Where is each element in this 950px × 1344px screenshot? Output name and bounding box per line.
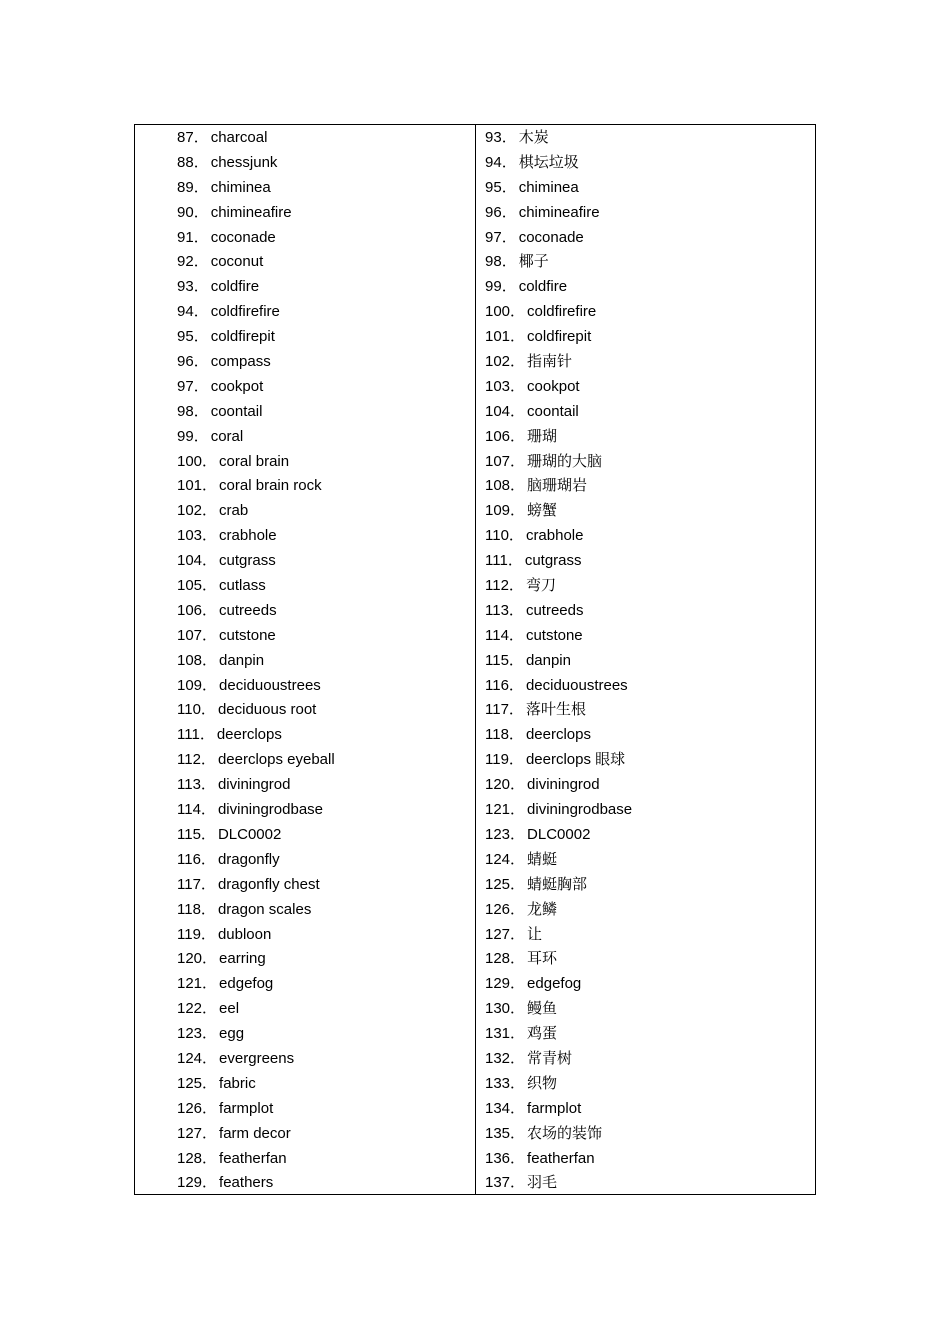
- chinese-list-item: [476, 624, 815, 649]
- item-term: edgefog: [219, 975, 274, 993]
- english-column: [135, 125, 476, 1194]
- item-term: chimineafire: [518, 203, 600, 221]
- item-number: 112 ．: [485, 574, 524, 599]
- item-term: coral brain rock: [219, 477, 322, 495]
- chinese-list-item: [476, 997, 815, 1022]
- item-number: 115 ．: [177, 823, 216, 848]
- chinese-list-item: [476, 923, 815, 948]
- chinese-list-item: [476, 275, 815, 300]
- chinese-list-item: [476, 947, 815, 972]
- item-number: 97 ．: [177, 375, 209, 400]
- english-list-item: [135, 499, 475, 524]
- item-number: 124 ．: [485, 848, 525, 873]
- item-number: 105 ．: [177, 574, 217, 599]
- item-term: dragonfly chest: [217, 875, 320, 893]
- english-list-item: [135, 350, 475, 375]
- item-number: 98 ．: [177, 400, 209, 425]
- item-number: 93 ．: [177, 275, 209, 300]
- item-term: chimineafire: [210, 203, 292, 221]
- item-term: deerclops eyeball: [217, 751, 335, 769]
- english-list-item: [135, 300, 475, 325]
- english-list-item: [135, 126, 475, 151]
- item-number: 107 ．: [177, 624, 217, 649]
- item-number: 129 ．: [485, 972, 525, 997]
- chinese-list-item: [476, 599, 815, 624]
- item-term: 椰子: [518, 253, 549, 271]
- item-term: cutstone: [219, 626, 276, 644]
- chinese-list-item: [476, 773, 815, 798]
- chinese-list-item: [476, 1022, 815, 1047]
- chinese-list-item: [476, 400, 815, 425]
- item-term: coral: [210, 427, 244, 445]
- item-number: 95 ．: [177, 325, 209, 350]
- chinese-list-item: [476, 698, 815, 723]
- item-term: diviningrod: [527, 776, 600, 794]
- english-list-item: [135, 624, 475, 649]
- item-term: DLC0002: [217, 825, 282, 843]
- item-term: 常青树: [527, 1049, 573, 1067]
- item-number: 127 ．: [485, 923, 525, 948]
- item-number: 137 ．: [485, 1171, 525, 1196]
- item-term: fabric: [219, 1074, 256, 1092]
- item-term: coldfire: [210, 278, 260, 296]
- item-term: coldfirepit: [210, 328, 275, 346]
- item-term: danpin: [219, 651, 265, 669]
- chinese-list-item: [476, 748, 815, 773]
- chinese-list-item: [476, 474, 815, 499]
- item-number: 120 ．: [485, 773, 525, 798]
- item-number: 134 ．: [485, 1097, 525, 1122]
- chinese-list-item: [476, 898, 815, 923]
- english-list-item: [135, 325, 475, 350]
- english-list-item: [135, 250, 475, 275]
- item-term: dragonfly: [217, 850, 280, 868]
- item-term: 脑珊瑚岩: [527, 477, 588, 495]
- item-number: 99 ．: [177, 425, 209, 450]
- chinese-list-item: [476, 350, 815, 375]
- item-number: 102 ．: [177, 499, 217, 524]
- chinese-list-item: [476, 375, 815, 400]
- item-number: 133 ．: [485, 1072, 525, 1097]
- english-list-item: [135, 1022, 475, 1047]
- item-term: 让: [527, 925, 543, 943]
- item-number: 112 ．: [177, 748, 216, 773]
- item-number: 106 ．: [177, 599, 217, 624]
- item-term: coldfirefire: [210, 303, 280, 321]
- item-number: 115 ．: [485, 649, 524, 674]
- item-number: 114 ．: [177, 798, 216, 823]
- english-list-item: [135, 599, 475, 624]
- item-number: 107 ．: [485, 450, 525, 475]
- item-term: cookpot: [210, 377, 264, 395]
- item-number: 96 ．: [485, 201, 517, 226]
- item-term: diviningrodbase: [217, 801, 324, 819]
- item-number: 103 ．: [485, 375, 525, 400]
- english-list-item: [135, 823, 475, 848]
- english-list-item: [135, 1147, 475, 1172]
- item-term: compass: [210, 353, 271, 371]
- item-term: 落叶生根: [525, 701, 586, 719]
- item-number: 104 ．: [485, 400, 525, 425]
- item-term: 织物: [527, 1074, 558, 1092]
- chinese-list-item: [476, 1047, 815, 1072]
- item-number: 110 ．: [177, 698, 216, 723]
- item-number: 95 ．: [485, 176, 517, 201]
- item-term: edgefog: [527, 975, 582, 993]
- item-number: 93 ．: [485, 126, 517, 151]
- item-term: coontail: [527, 402, 579, 420]
- english-list-item: [135, 176, 475, 201]
- chinese-list-item: [476, 1171, 815, 1196]
- english-list-item: [135, 773, 475, 798]
- item-number: 96 ．: [177, 350, 209, 375]
- item-number: 100 ．: [485, 300, 525, 325]
- item-term: cutreeds: [525, 601, 584, 619]
- chinese-list-item: [476, 674, 815, 699]
- english-list-item: [135, 1072, 475, 1097]
- item-number: 111 ．: [485, 549, 523, 574]
- chinese-list-item: [476, 873, 815, 898]
- item-number: 103 ．: [177, 524, 217, 549]
- english-list-item: [135, 748, 475, 773]
- chinese-list-item: [476, 723, 815, 748]
- chinese-list-item: [476, 425, 815, 450]
- item-number: 128 ．: [177, 1147, 217, 1172]
- item-number: 111 ．: [177, 723, 215, 748]
- english-list-item: [135, 1047, 475, 1072]
- chinese-list-item: [476, 300, 815, 325]
- item-term: cutreeds: [219, 601, 277, 619]
- chinese-list-item: [476, 226, 815, 251]
- item-number: 135 ．: [485, 1122, 525, 1147]
- chinese-list-item: [476, 499, 815, 524]
- item-number: 126 ．: [177, 1097, 217, 1122]
- english-list-item: [135, 400, 475, 425]
- item-term: egg: [219, 1025, 245, 1043]
- item-term: deciduoustrees: [525, 676, 628, 694]
- chinese-list-item: [476, 574, 815, 599]
- item-number: 99 ．: [485, 275, 517, 300]
- item-number: 122 ．: [177, 997, 217, 1022]
- item-term: dubloon: [217, 925, 272, 943]
- item-term: chessjunk: [210, 153, 278, 171]
- item-number: 113 ．: [177, 773, 216, 798]
- item-number: 127 ．: [177, 1122, 217, 1147]
- item-term: coldfirefire: [527, 303, 597, 321]
- item-number: 132 ．: [485, 1047, 525, 1072]
- item-number: 98 ．: [485, 250, 517, 275]
- item-term: cookpot: [527, 377, 580, 395]
- item-term: coconut: [210, 253, 264, 271]
- item-number: 120 ．: [177, 947, 217, 972]
- item-term: coldfire: [518, 278, 568, 296]
- item-term: deerclops: [216, 726, 282, 744]
- english-list-item: [135, 450, 475, 475]
- english-list-item: [135, 649, 475, 674]
- chinese-list-item: [476, 549, 815, 574]
- term-table: [134, 124, 816, 1195]
- item-number: 129 ．: [177, 1171, 217, 1196]
- item-term: deciduous root: [217, 701, 317, 719]
- english-list-item: [135, 1171, 475, 1196]
- item-number: 100 ．: [177, 450, 217, 475]
- item-term: diviningrodbase: [527, 801, 633, 819]
- item-number: 126 ．: [485, 898, 525, 923]
- item-term: 龙鳞: [527, 900, 558, 918]
- item-term: danpin: [525, 651, 571, 669]
- item-term: cutgrass: [219, 552, 276, 570]
- item-term: 螃蟹: [527, 502, 558, 520]
- item-number: 116 ．: [485, 674, 524, 699]
- english-list-item: [135, 898, 475, 923]
- item-term: crabhole: [219, 527, 277, 545]
- item-term: cutlass: [219, 577, 266, 595]
- item-term: evergreens: [219, 1049, 295, 1067]
- item-number: 94 ．: [177, 300, 209, 325]
- chinese-list-item: [476, 1122, 815, 1147]
- item-number: 88 ．: [177, 151, 209, 176]
- english-list-item: [135, 972, 475, 997]
- item-number: 90 ．: [177, 201, 209, 226]
- item-term: 木炭: [518, 129, 549, 146]
- item-term: coontail: [210, 402, 263, 420]
- item-term: deerclops: [525, 726, 591, 744]
- item-term: earring: [219, 950, 266, 968]
- item-number: 136 ．: [485, 1147, 525, 1172]
- item-number: 125 ．: [485, 873, 525, 898]
- item-term: chiminea: [210, 178, 271, 196]
- item-term: farmplot: [219, 1099, 274, 1117]
- english-list-item: [135, 275, 475, 300]
- item-number: 106 ．: [485, 425, 525, 450]
- item-number: 113 ．: [485, 599, 524, 624]
- item-term: 弯刀: [525, 577, 556, 595]
- english-list-item: [135, 923, 475, 948]
- english-list-item: [135, 798, 475, 823]
- english-list-item: [135, 1097, 475, 1122]
- item-number: 114 ．: [485, 624, 524, 649]
- item-term: 蜻蜓: [527, 850, 558, 868]
- item-number: 110 ．: [485, 524, 524, 549]
- item-number: 102 ．: [485, 350, 525, 375]
- item-number: 125 ．: [177, 1072, 217, 1097]
- item-number: 119 ．: [485, 748, 524, 773]
- item-term: diviningrod: [217, 776, 291, 794]
- chinese-list-item: [476, 848, 815, 873]
- chinese-column: [476, 125, 815, 1194]
- item-number: 124 ．: [177, 1047, 217, 1072]
- item-number: 101 ．: [485, 325, 525, 350]
- item-number: 117 ．: [177, 873, 216, 898]
- item-term: 棋坛垃圾: [518, 153, 579, 171]
- english-list-item: [135, 698, 475, 723]
- item-term: featherfan: [527, 1149, 595, 1167]
- english-list-item: [135, 524, 475, 549]
- item-term: deerclops 眼球: [525, 751, 626, 769]
- item-term: 羽毛: [527, 1174, 558, 1192]
- item-term: coldfirepit: [527, 328, 592, 346]
- english-list-item: [135, 549, 475, 574]
- item-term: coral brain: [219, 452, 290, 470]
- english-list-item: [135, 226, 475, 251]
- item-number: 108 ．: [485, 474, 525, 499]
- item-number: 128 ．: [485, 947, 525, 972]
- item-term: deciduoustrees: [219, 676, 321, 694]
- item-term: coconade: [518, 228, 584, 246]
- item-number: 116 ．: [177, 848, 216, 873]
- chinese-list-item: [476, 798, 815, 823]
- english-list-item: [135, 873, 475, 898]
- item-term: chiminea: [518, 178, 579, 196]
- item-term: farmplot: [527, 1099, 582, 1117]
- item-number: 91 ．: [177, 226, 209, 251]
- item-term: coconade: [210, 228, 276, 246]
- item-number: 123 ．: [485, 823, 525, 848]
- chinese-list-item: [476, 649, 815, 674]
- chinese-list-item: [476, 250, 815, 275]
- item-term: 耳环: [527, 950, 558, 968]
- item-number: 123 ．: [177, 1022, 217, 1047]
- chinese-list-item: [476, 201, 815, 226]
- item-number: 87 ．: [177, 126, 209, 151]
- chinese-list-item: [476, 524, 815, 549]
- english-list-item: [135, 848, 475, 873]
- english-list-item: [135, 947, 475, 972]
- chinese-list-item: [476, 1097, 815, 1122]
- english-list-item: [135, 674, 475, 699]
- item-term: featherfan: [219, 1149, 287, 1167]
- item-number: 121 ．: [485, 798, 525, 823]
- item-number: 117 ．: [485, 698, 524, 723]
- item-number: 89 ．: [177, 176, 209, 201]
- item-number: 94 ．: [485, 151, 517, 176]
- item-number: 92 ．: [177, 250, 209, 275]
- english-list-item: [135, 425, 475, 450]
- english-list-item: [135, 474, 475, 499]
- english-list-item: [135, 1122, 475, 1147]
- item-term: 蜻蜓胸部: [527, 875, 588, 893]
- chinese-list-item: [476, 1147, 815, 1172]
- item-term: 鳗鱼: [527, 1000, 558, 1018]
- item-term: farm decor: [219, 1124, 291, 1142]
- item-term: 珊瑚的大脑: [527, 452, 603, 470]
- item-term: feathers: [219, 1174, 274, 1192]
- chinese-list-item: [476, 823, 815, 848]
- chinese-list-item: [476, 176, 815, 201]
- english-list-item: [135, 723, 475, 748]
- item-term: cutgrass: [524, 552, 582, 570]
- item-number: 118 ．: [177, 898, 216, 923]
- item-number: 104 ．: [177, 549, 217, 574]
- item-number: 118 ．: [485, 723, 524, 748]
- item-term: 指南针: [527, 353, 573, 371]
- item-term: 珊瑚: [527, 427, 558, 445]
- item-term: crab: [219, 502, 249, 520]
- item-term: charcoal: [210, 129, 268, 146]
- item-number: 97 ．: [485, 226, 517, 251]
- item-term: dragon scales: [217, 900, 312, 918]
- chinese-list-item: [476, 972, 815, 997]
- item-number: 108 ．: [177, 649, 217, 674]
- chinese-list-item: [476, 126, 815, 151]
- item-number: 101 ．: [177, 474, 217, 499]
- chinese-list-item: [476, 325, 815, 350]
- chinese-list-item: [476, 1072, 815, 1097]
- item-number: 109 ．: [485, 499, 525, 524]
- english-list-item: [135, 997, 475, 1022]
- item-term: DLC0002: [527, 825, 591, 843]
- item-term: 鸡蛋: [527, 1025, 558, 1043]
- chinese-list-item: [476, 151, 815, 176]
- item-term: eel: [219, 1000, 240, 1018]
- item-term: 农场的装饰: [527, 1124, 603, 1142]
- item-number: 109 ．: [177, 674, 217, 699]
- item-number: 130 ．: [485, 997, 525, 1022]
- item-term: crabhole: [525, 527, 584, 545]
- english-list-item: [135, 574, 475, 599]
- item-term: cutstone: [525, 626, 583, 644]
- english-list-item: [135, 201, 475, 226]
- item-number: 131 ．: [485, 1022, 525, 1047]
- item-number: 121 ．: [177, 972, 217, 997]
- chinese-list-item: [476, 450, 815, 475]
- english-list-item: [135, 151, 475, 176]
- english-list-item: [135, 375, 475, 400]
- item-number: 119 ．: [177, 923, 216, 948]
